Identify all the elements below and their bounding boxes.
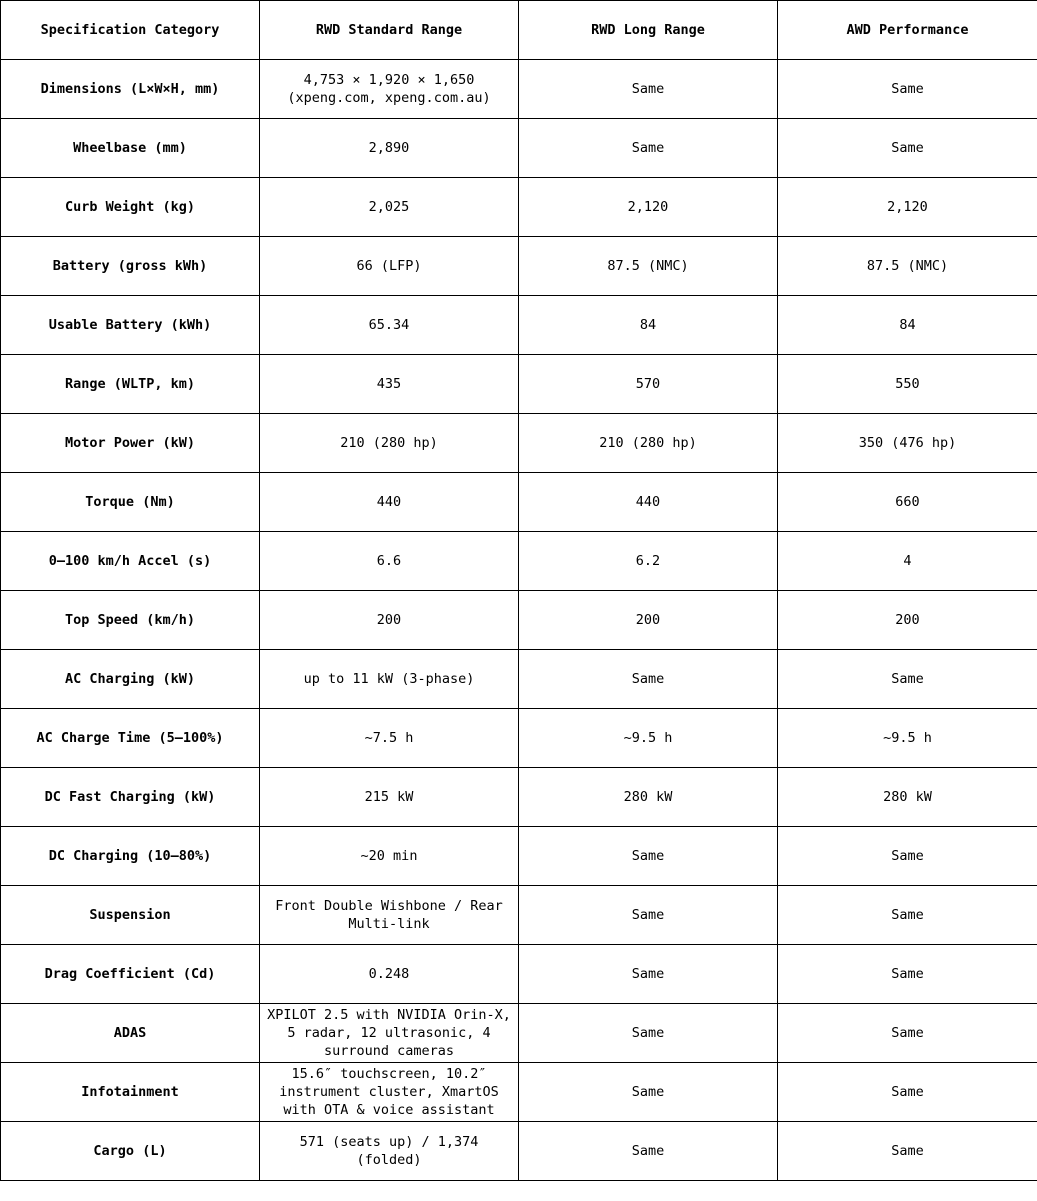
row-value-cell: 200 xyxy=(778,591,1037,650)
header-row xyxy=(1,1,1037,60)
row-value-cell: 435 xyxy=(260,355,519,414)
header-cell-category: Specification Category xyxy=(1,1,260,60)
row-value-cell: 4,753 × 1,920 × 1,650 (xpeng.com, xpeng.com.au) xyxy=(260,60,519,119)
row-value-cell: 84 xyxy=(778,296,1037,355)
table-row xyxy=(1,1063,1037,1122)
row-category-cell: Cargo (L) xyxy=(1,1122,260,1181)
table-row xyxy=(1,945,1037,1004)
row-value-cell: 65.34 xyxy=(260,296,519,355)
row-value-cell: Same xyxy=(519,1004,778,1063)
row-category-cell: AC Charging (kW) xyxy=(1,650,260,709)
row-value-cell: 550 xyxy=(778,355,1037,414)
row-category-cell: Curb Weight (kg) xyxy=(1,178,260,237)
row-value-cell: 2,120 xyxy=(519,178,778,237)
row-value-cell: Same xyxy=(778,886,1037,945)
row-value-cell: Same xyxy=(778,945,1037,1004)
row-value-cell: 660 xyxy=(778,473,1037,532)
row-category-cell: ADAS xyxy=(1,1004,260,1063)
row-value-cell: Same xyxy=(519,119,778,178)
table-row xyxy=(1,119,1037,178)
row-value-cell: ~9.5 h xyxy=(778,709,1037,768)
row-value-cell: 2,890 xyxy=(260,119,519,178)
row-value-cell: 84 xyxy=(519,296,778,355)
row-category-cell: Suspension xyxy=(1,886,260,945)
header-cell-awd-performance: AWD Performance xyxy=(778,1,1037,60)
row-value-cell: 280 kW xyxy=(778,768,1037,827)
row-value-cell: up to 11 kW (3-phase) xyxy=(260,650,519,709)
row-value-cell: 66 (LFP) xyxy=(260,237,519,296)
row-value-cell: ~9.5 h xyxy=(519,709,778,768)
row-category-cell: Drag Coefficient (Cd) xyxy=(1,945,260,1004)
row-category-cell: Infotainment xyxy=(1,1063,260,1122)
row-value-cell: 15.6″ touchscreen, 10.2″ instrument cluster, XmartOS with OTA & voice assistant xyxy=(260,1063,519,1122)
row-category-cell: 0–100 km/h Accel (s) xyxy=(1,532,260,591)
row-value-cell: ~7.5 h xyxy=(260,709,519,768)
row-value-cell: 2,120 xyxy=(778,178,1037,237)
table-row xyxy=(1,591,1037,650)
table-row xyxy=(1,473,1037,532)
header-cell-rwd-long: RWD Long Range xyxy=(519,1,778,60)
row-category-cell: DC Charging (10–80%) xyxy=(1,827,260,886)
row-value-cell: 6.6 xyxy=(260,532,519,591)
row-value-cell: Same xyxy=(778,60,1037,119)
row-value-cell: 210 (280 hp) xyxy=(519,414,778,473)
table-row xyxy=(1,827,1037,886)
row-value-cell: 200 xyxy=(260,591,519,650)
table-row xyxy=(1,414,1037,473)
table-row xyxy=(1,296,1037,355)
row-value-cell: XPILOT 2.5 with NVIDIA Orin-X, 5 radar, 12 ultrasonic, 4 surround cameras xyxy=(260,1004,519,1063)
row-value-cell: 440 xyxy=(519,473,778,532)
row-category-cell: Torque (Nm) xyxy=(1,473,260,532)
row-category-cell: DC Fast Charging (kW) xyxy=(1,768,260,827)
table-row xyxy=(1,60,1037,119)
row-value-cell: Same xyxy=(778,650,1037,709)
table-row xyxy=(1,532,1037,591)
table-row xyxy=(1,237,1037,296)
row-value-cell: 87.5 (NMC) xyxy=(519,237,778,296)
row-value-cell: 200 xyxy=(519,591,778,650)
table-row xyxy=(1,178,1037,237)
row-value-cell: 215 kW xyxy=(260,768,519,827)
table-header xyxy=(1,1,1037,60)
row-value-cell: Same xyxy=(778,119,1037,178)
row-value-cell: 570 xyxy=(519,355,778,414)
row-value-cell: Same xyxy=(519,1122,778,1181)
row-value-cell: ~20 min xyxy=(260,827,519,886)
row-value-cell: 4 xyxy=(778,532,1037,591)
row-category-cell: Usable Battery (kWh) xyxy=(1,296,260,355)
row-category-cell: Battery (gross kWh) xyxy=(1,237,260,296)
row-category-cell: AC Charge Time (5–100%) xyxy=(1,709,260,768)
row-category-cell: Motor Power (kW) xyxy=(1,414,260,473)
table-row xyxy=(1,1004,1037,1063)
row-value-cell: 87.5 (NMC) xyxy=(778,237,1037,296)
row-value-cell: Same xyxy=(778,1004,1037,1063)
row-category-cell: Wheelbase (mm) xyxy=(1,119,260,178)
row-value-cell: 280 kW xyxy=(519,768,778,827)
table-row xyxy=(1,1122,1037,1181)
table-row xyxy=(1,886,1037,945)
table-body xyxy=(1,60,1037,1181)
row-value-cell: Same xyxy=(778,1122,1037,1181)
row-value-cell: 440 xyxy=(260,473,519,532)
row-value-cell: 0.248 xyxy=(260,945,519,1004)
header-cell-rwd-standard: RWD Standard Range xyxy=(260,1,519,60)
row-value-cell: Same xyxy=(519,1063,778,1122)
row-value-cell: Same xyxy=(778,1063,1037,1122)
row-value-cell: Front Double Wishbone / Rear Multi-link xyxy=(260,886,519,945)
row-value-cell: 210 (280 hp) xyxy=(260,414,519,473)
table-row xyxy=(1,768,1037,827)
table-row xyxy=(1,650,1037,709)
row-category-cell: Range (WLTP, km) xyxy=(1,355,260,414)
row-value-cell: Same xyxy=(519,650,778,709)
row-value-cell: 350 (476 hp) xyxy=(778,414,1037,473)
row-value-cell: 2,025 xyxy=(260,178,519,237)
row-value-cell: Same xyxy=(519,60,778,119)
row-category-cell: Top Speed (km/h) xyxy=(1,591,260,650)
row-category-cell: Dimensions (L×W×H, mm) xyxy=(1,60,260,119)
table-row xyxy=(1,355,1037,414)
row-value-cell: 6.2 xyxy=(519,532,778,591)
row-value-cell: Same xyxy=(519,945,778,1004)
row-value-cell: Same xyxy=(519,886,778,945)
row-value-cell: Same xyxy=(519,827,778,886)
row-value-cell: Same xyxy=(778,827,1037,886)
row-value-cell: 571 (seats up) / 1,374 (folded) xyxy=(260,1122,519,1181)
table-row xyxy=(1,709,1037,768)
